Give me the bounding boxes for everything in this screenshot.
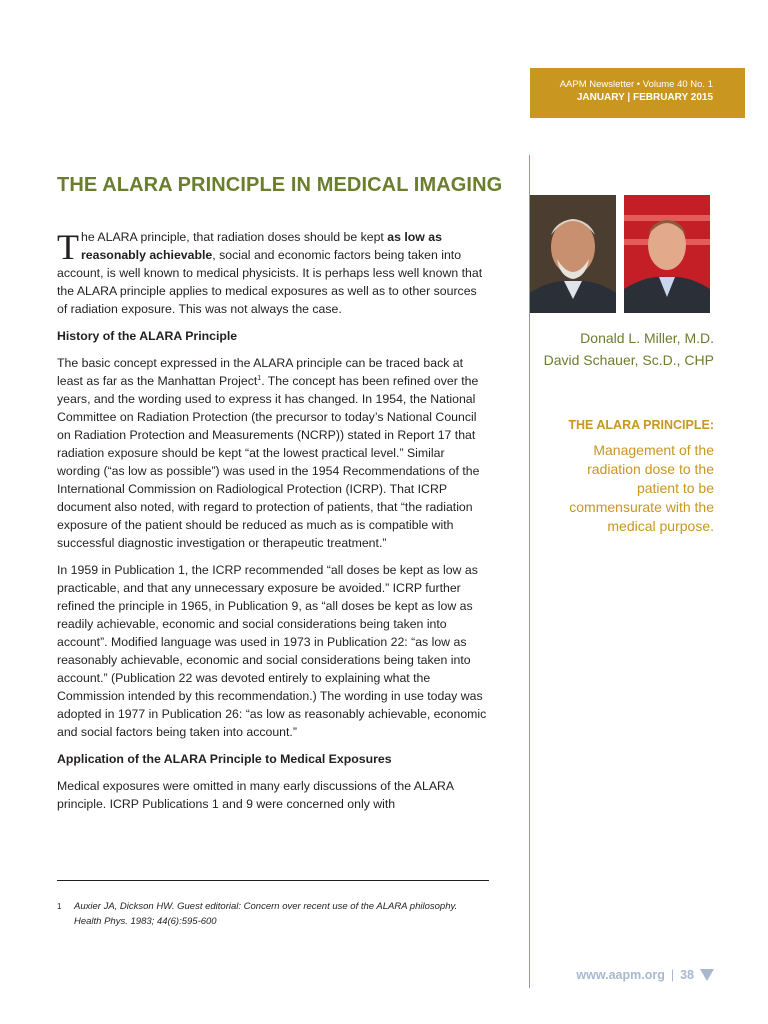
issue-info: AAPM Newsletter • Volume 40 No. 1 — [559, 79, 713, 90]
author-photo-schauer — [624, 195, 710, 313]
footnote-number: 1 — [57, 902, 62, 911]
page-number: 38 — [680, 968, 694, 982]
author-name: Donald L. Miller, M.D. — [580, 330, 714, 346]
paragraph-medical: Medical exposures were omitted in many early discussions of the ALARA principle. ICRP Publications 1 and 9 were concerned only with — [57, 779, 454, 811]
triangle-down-icon — [700, 969, 714, 981]
author-name: David Schauer, Sc.D., CHP — [543, 352, 714, 368]
footnote-ref[interactable]: 1 — [257, 374, 262, 382]
footer-separator: | — [670, 968, 675, 982]
author-photo-miller — [530, 195, 616, 313]
article-body — [57, 228, 489, 822]
drop-cap: T — [57, 227, 79, 267]
page-footer — [576, 968, 714, 982]
section-heading-medical: Application of the ALARA Principle to Medical Exposures — [57, 752, 392, 766]
paragraph-history: The basic concept expressed in the ALARA principle can be traced back at least as far as the Manhattan Project$^1$. The concept has been refined over the years, and the wording used to express it has changed. In 1954, the National Committee on Radiation Protection (the precursor to today’s National Council on Radiation Protection and Measurements (NCRP)) stated in Report 17 that radiation exposure should be kept “at the lowest practical level.” Similar wording (“as low as possible”) was used in the 1954 Recommendations of the International Commission on Radiological Protection (ICRP). That ICRP document also noted, with regard to protection of patients, that “the radiation exposure of the patient should be reduced as much as is compatible with successful diagnostic investigation or therapeutic treatment.” — [57, 356, 480, 550]
website-link[interactable]: www.aapm.org — [576, 968, 665, 982]
paragraph-icrp: In 1959 in Publication 1, the ICRP recommended “all doses be kept as low as practicable, and that any unnecessary exposure be avoided.” ICRP further refined the principle in 1965, in Publication 9, as “all doses be kept as low as readily achievable, economic and social considerations being taken into account”. Modified language was used in 1973 in Publication 22: “as low as reasonably achievable, economic and social considerations being taken into account.” (Publication 22 was devoted entirely to explaining what the Commission intended by this recommendation.) The wording in use today was adopted in 1977 in Publication 26: “as low as reasonably achievable, economic and social factors being taken into account.” — [57, 563, 487, 739]
article-title: THE ALARA PRINCIPLE IN MEDICAL IMAGING — [57, 174, 503, 196]
footnote-divider — [57, 880, 489, 881]
section-heading-history: History of the ALARA Principle — [57, 329, 238, 343]
callout-heading: THE ALARA PRINCIPLE: — [568, 418, 714, 432]
callout-text: Management of the radiation dose to the patient to be commensurate with the medical purpose. — [569, 442, 714, 534]
intro-paragraph: The ALARA principle, that radiation doses should be kept as low as reasonably achievable, social and economic factors being taken into account, is well known to medical physicists. It is perhaps less well known that the ALARA principle applies to medical exposures as well as to other sources of radiation exposure. This was not always the case. — [57, 227, 483, 316]
footnote — [57, 899, 487, 929]
newsletter-header — [530, 68, 745, 118]
issue-date: JANUARY | FEBRUARY 2015 — [576, 92, 713, 103]
alara-emphasis: as low as reasonably achievable — [81, 230, 442, 262]
author-list — [530, 327, 714, 371]
footnote-text: Auxier JA, Dickson HW. Guest editorial: Concern over recent use of the ALARA philosophy. Health Phys. 1983; 44(6):595-600 — [74, 901, 458, 927]
